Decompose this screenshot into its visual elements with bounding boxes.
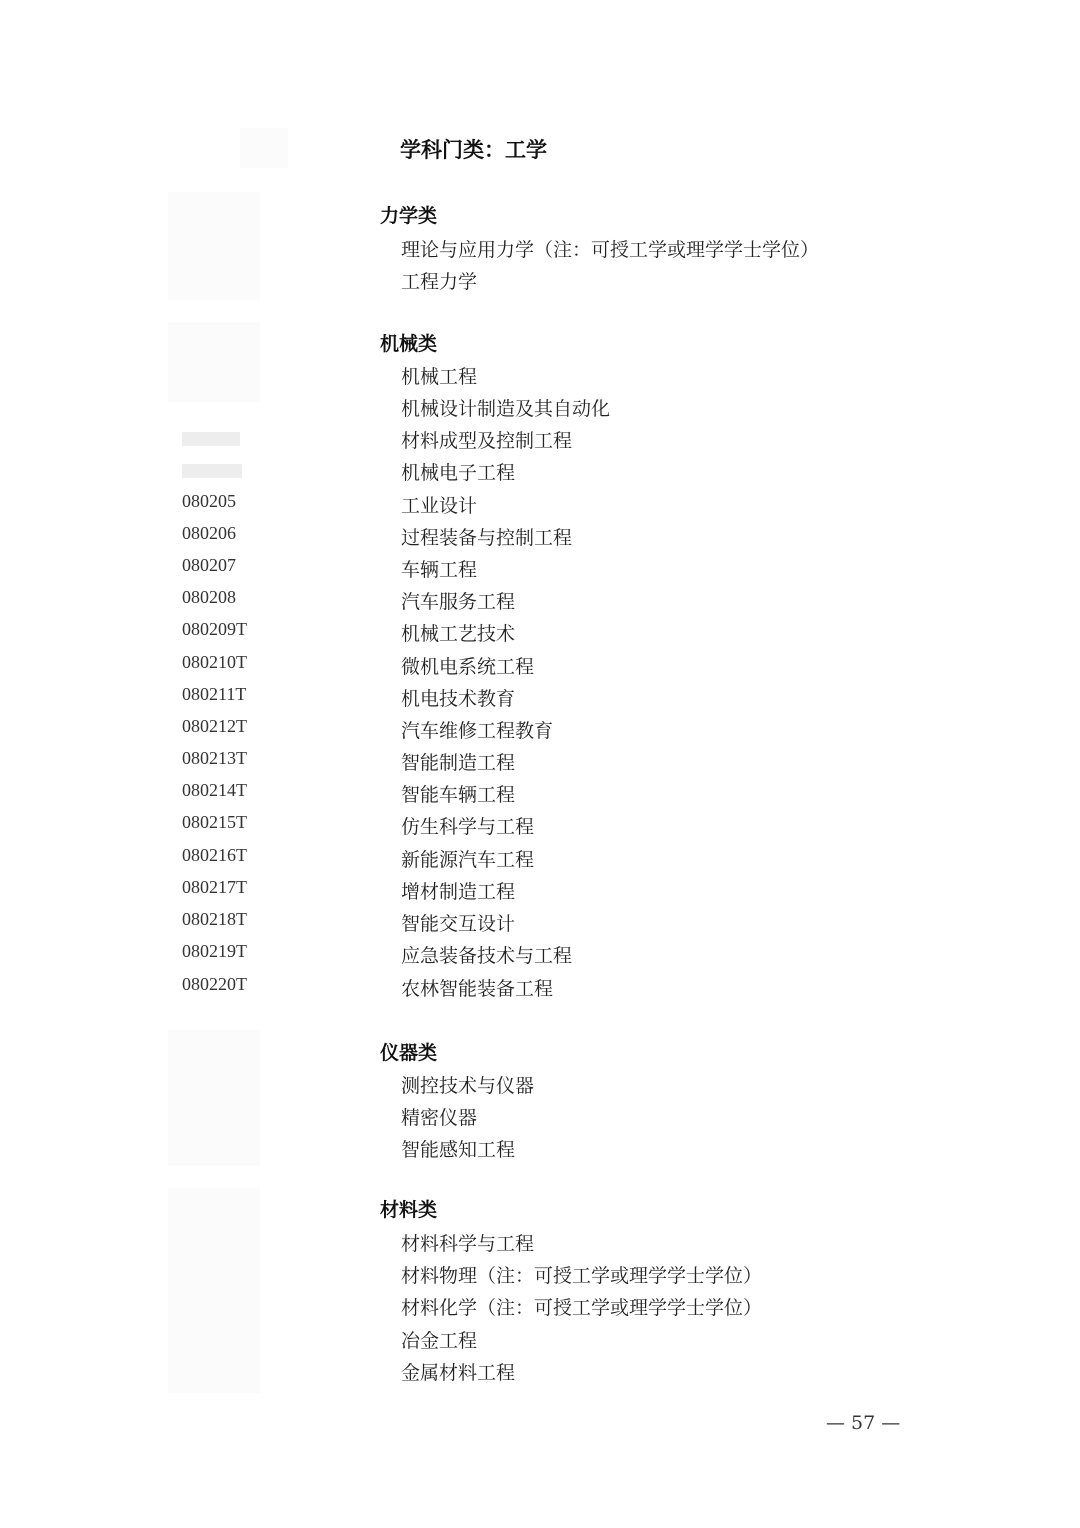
major-name: 工业设计 — [401, 495, 478, 517]
list-item — [0, 909, 1080, 939]
major-name: 新能源汽车工程 — [401, 849, 535, 871]
list-item — [0, 1071, 1080, 1101]
group-heading-cailiao: 材料类 — [380, 1199, 438, 1221]
major-name: 机械工程 — [401, 366, 478, 388]
major-name: 仿生科学与工程 — [401, 816, 535, 838]
major-name: 测控技术与仪器 — [401, 1075, 535, 1097]
blurred-region — [240, 128, 288, 168]
list-item — [0, 652, 1080, 682]
major-name: 微机电系统工程 — [401, 656, 535, 678]
list-item — [0, 362, 1080, 392]
major-name: 理论与应用力学（注：可授工学或理学学士学位） — [401, 239, 820, 261]
major-name: 应急装备技术与工程 — [401, 945, 573, 967]
major-code: 080212T — [182, 716, 247, 736]
list-item — [0, 1103, 1080, 1133]
list-item — [0, 974, 1080, 1004]
group-heading-lixue: 力学类 — [380, 205, 438, 227]
major-name: 汽车服务工程 — [401, 591, 516, 613]
major-code: 080214T — [182, 780, 247, 800]
major-name: 智能感知工程 — [401, 1139, 516, 1161]
list-item — [0, 684, 1080, 714]
discipline-title: 学科门类：工学 — [400, 138, 547, 162]
major-name: 金属材料工程 — [401, 1362, 516, 1384]
major-code: 080218T — [182, 909, 247, 929]
list-item — [0, 619, 1080, 649]
major-name: 机械工艺技术 — [401, 623, 516, 645]
list-item — [0, 780, 1080, 810]
list-item — [0, 394, 1080, 424]
major-code: 080205 — [182, 491, 236, 511]
major-name: 机电技术教育 — [401, 688, 516, 710]
major-name: 智能车辆工程 — [401, 784, 516, 806]
major-name: 车辆工程 — [401, 559, 478, 581]
list-item — [0, 491, 1080, 521]
major-code: 080210T — [182, 652, 247, 672]
major-name: 精密仪器 — [401, 1107, 478, 1129]
major-code: 080216T — [182, 845, 247, 865]
major-name: 智能制造工程 — [401, 752, 516, 774]
major-name: 机械电子工程 — [401, 462, 516, 484]
major-code: 080208 — [182, 587, 236, 607]
list-item — [0, 1229, 1080, 1259]
list-item — [0, 941, 1080, 971]
major-name: 农林智能装备工程 — [401, 978, 554, 1000]
list-item — [0, 235, 1080, 265]
group-heading-jixie: 机械类 — [380, 333, 438, 355]
list-item — [0, 1135, 1080, 1165]
major-name: 机械设计制造及其自动化 — [401, 398, 611, 420]
list-item — [0, 458, 1080, 488]
list-item — [0, 587, 1080, 617]
list-item — [0, 1293, 1080, 1323]
major-code: 080207 — [182, 555, 236, 575]
list-item — [0, 845, 1080, 875]
major-name: 汽车维修工程教育 — [401, 720, 554, 742]
major-name: 工程力学 — [401, 271, 478, 293]
major-name: 材料物理（注：可授工学或理学学士学位） — [401, 1265, 763, 1287]
list-item — [0, 812, 1080, 842]
list-item — [0, 523, 1080, 553]
major-name: 冶金工程 — [401, 1330, 478, 1352]
page-number: — 57 — — [826, 1412, 901, 1434]
list-item — [0, 426, 1080, 456]
list-item — [0, 748, 1080, 778]
list-item — [0, 716, 1080, 746]
list-item — [0, 1326, 1080, 1356]
major-name: 材料化学（注：可授工学或理学学士学位） — [401, 1297, 763, 1319]
major-name: 过程装备与控制工程 — [401, 527, 573, 549]
major-code: 080211T — [182, 684, 247, 704]
list-item — [0, 1261, 1080, 1291]
major-name: 增材制造工程 — [401, 881, 516, 903]
major-name: 材料科学与工程 — [401, 1233, 535, 1255]
major-code: 080213T — [182, 748, 247, 768]
major-code: 080217T — [182, 877, 247, 897]
major-code: 080219T — [182, 941, 247, 961]
list-item — [0, 267, 1080, 297]
list-item — [0, 877, 1080, 907]
list-item — [0, 555, 1080, 585]
major-name: 智能交互设计 — [401, 913, 516, 935]
major-code: 080215T — [182, 812, 247, 832]
major-code: 080206 — [182, 523, 236, 543]
list-item — [0, 1358, 1080, 1388]
major-code: 080220T — [182, 974, 247, 994]
group-heading-yiqi: 仪器类 — [380, 1042, 438, 1064]
major-code: 080209T — [182, 619, 247, 639]
major-name: 材料成型及控制工程 — [401, 430, 573, 452]
